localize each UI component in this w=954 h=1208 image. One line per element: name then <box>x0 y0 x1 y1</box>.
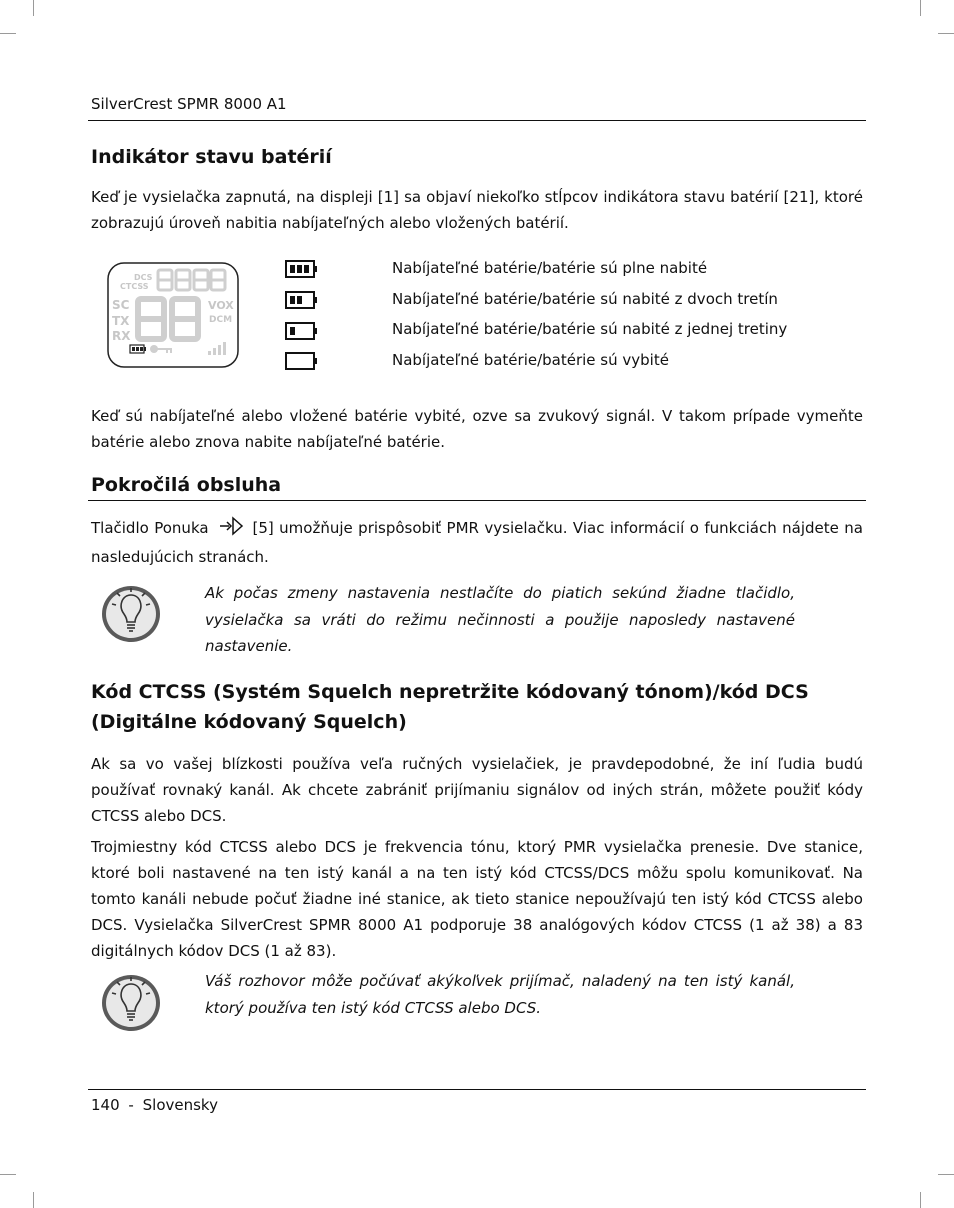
battery-low-paragraph: Keď sú nabíjateľné alebo vložené batérie vybité, ozve sa zvukový signál. V takom prípade vymeňte batérie alebo znova nabite nabíjateľné batérie. <box>91 407 863 451</box>
footer-separator: - <box>128 1096 134 1114</box>
crop-mark <box>33 0 34 16</box>
ctcss-paragraph-2: Trojmiestny kód CTCSS alebo DCS je frekvencia tónu, ktorý PMR vysielačka prenesie. Dve stanice, ktoré boli nastavené na ten istý kanál a na ten istý kód CTCSS/DCS môžu spolu komunikovať. Na tomto kanáli nebude počuť žiadne iné stanice, ak tieto stanice nepoužívajú ten istý kód CTCSS alebo DCS. Vysielačka SilverCrest SPMR 8000 A1 podporuje 38 analógových kódov CTCSS (1 až 38) a 83 digitálnych kódov DCS (1 až 83). <box>91 838 863 960</box>
header-rule <box>88 120 866 121</box>
battery-one-third-icon <box>285 320 319 342</box>
running-header: SilverCrest SPMR 8000 A1 <box>91 95 287 113</box>
battery-state-label: Nabíjateľné batérie/batérie sú nabité z dvoch tretín <box>392 290 778 308</box>
footer-rule <box>88 1089 866 1090</box>
section-rule <box>88 500 866 501</box>
crop-mark <box>0 33 16 34</box>
page-number: 140 <box>91 1096 120 1114</box>
menu-button-paragraph <box>91 515 863 570</box>
lightbulb-icon <box>100 584 162 644</box>
crop-mark <box>0 1174 16 1175</box>
lcd-vox-label: VOX <box>208 299 234 312</box>
crop-mark <box>920 1192 921 1208</box>
lcd-rx-label: RX <box>112 329 131 343</box>
crop-mark <box>33 1192 34 1208</box>
crop-mark <box>938 33 954 34</box>
battery-intro-paragraph: Keď je vysielačka zapnutá, na displeji [1] sa objaví niekoľko stĺpcov indikátora stavu batérií [21], ktoré zobrazujú úroveň nabitia nabíjateľných alebo vložených batérií. <box>91 188 863 232</box>
battery-full-icon <box>285 258 319 280</box>
battery-empty-icon <box>285 350 319 372</box>
section-heading-advanced: Pokročilá obsluha <box>91 474 282 496</box>
section-heading-battery: Indikátor stavu batérií <box>91 146 332 168</box>
menu-paragraph-text-end: [5] umožňuje prispôsobiť PMR vysielačku. Viac informácií o funkciách nájdete na nasledujúcich stranách. <box>91 519 863 566</box>
battery-state-label: Nabíjateľné batérie/batérie sú plne nabité <box>392 259 708 277</box>
menu-button-icon <box>218 516 244 544</box>
note-privacy: Váš rozhovor môže počúvať akýkoľvek prijímač, naladený na ten istý kanál, ktorý používa ten istý kód CTCSS alebo DCS. <box>205 972 795 1017</box>
lcd-dcm-label: DCM <box>209 315 233 325</box>
lcd-display-illustration <box>106 261 240 373</box>
battery-state-label: Nabíjateľné batérie/batérie sú vybité <box>392 351 669 369</box>
section-heading-ctcss-line2: (Digitálne kódovaný Squelch) <box>91 711 407 733</box>
lcd-dcs-label: DCS <box>134 273 153 282</box>
lcd-sc-label: SC <box>112 298 130 312</box>
lcd-ctcss-label: CTCSS <box>120 282 149 291</box>
note-timeout: Ak počas zmeny nastavenia nestlačíte do piatich sekúnd žiadne tlačidlo, vysielačka sa vráti do režimu nečinnosti a použije naposledy nastavené nastavenie. <box>205 584 795 655</box>
menu-paragraph-text-start: Tlačidlo Ponuka <box>91 519 209 537</box>
section-heading-ctcss-line1: Kód CTCSS (Systém Squelch nepretržite kódovaný tónom)/kód DCS <box>91 681 809 703</box>
page-footer <box>91 1096 218 1114</box>
lcd-tx-label: TX <box>112 314 130 328</box>
lightbulb-icon <box>100 973 162 1033</box>
battery-state-label: Nabíjateľné batérie/batérie sú nabité z jednej tretiny <box>392 320 788 338</box>
crop-mark <box>920 0 921 16</box>
crop-mark <box>938 1174 954 1175</box>
battery-two-thirds-icon <box>285 289 319 311</box>
ctcss-paragraph-1: Ak sa vo vašej blízkosti používa veľa ručných vysielačiek, je pravdepodobné, že iní ľudia budú používať rovnaký kanál. Ak chcete zabrániť prijímaniu signálov od iných strán, môžete použiť kódy CTCSS alebo DCS. <box>91 755 863 825</box>
footer-language: Slovensky <box>142 1096 218 1114</box>
